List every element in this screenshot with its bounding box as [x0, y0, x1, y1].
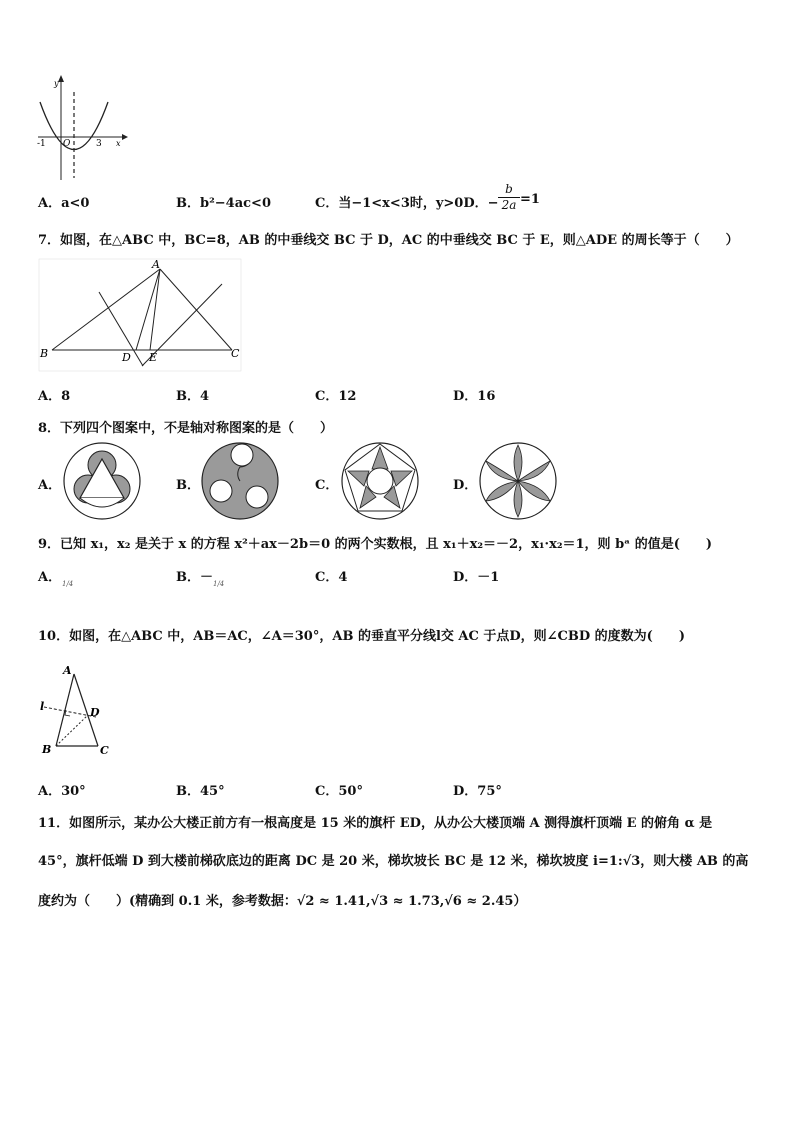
graph-three-label: 3	[96, 139, 102, 149]
q9-option-a-frac: 1/4	[62, 580, 74, 588]
q8-pattern-b	[200, 441, 280, 521]
q6-option-b[interactable]: B．b²−4ac<0	[176, 196, 271, 211]
q8-pattern-a	[62, 441, 142, 521]
graph-y-label: y	[54, 79, 59, 88]
q11-line-1: 11．如图所示，某办公大楼正前方有一根高度是 15 米的旗杆 ED，从办公大楼顶端 A 测得旗杆顶端 E 的俯角 α 是	[38, 816, 713, 831]
q10-stem: 10．如图，在△ABC 中，AB＝AC，∠A＝30°，AB 的垂直平分线l交 AC 于点D，则∠CBD 的度数为( )	[38, 629, 685, 644]
q10-option-a[interactable]: A．30°	[38, 784, 86, 799]
q7-label-e: E	[149, 351, 158, 364]
q9-option-b-frac: 1/4	[213, 580, 225, 588]
q10-label-l: l	[40, 700, 45, 713]
parabola-graph	[34, 72, 130, 182]
graph-neg1-label: -1	[37, 139, 46, 149]
graph-origin-label: O	[63, 139, 71, 149]
q9-option-c[interactable]: C．4	[315, 570, 348, 585]
q7-stem: 7．如图，在△ABC 中，BC=8，AB 的中垂线交 BC 于 D，AC 的中垂线交 BC 于 E，则△ADE 的周长等于（ ）	[38, 233, 739, 248]
q7-option-b[interactable]: B．4	[176, 389, 210, 404]
q8-option-d[interactable]: D．	[453, 478, 478, 493]
q11-line-2: 45°，旗杆低端 D 到大楼前梯砍底边的距离 DC 是 20 米，梯坎坡长 BC 是 12 米，梯坎坡度 i=1:√3，则大楼 AB 的高	[38, 854, 749, 869]
q10-option-c[interactable]: C．50°	[315, 784, 363, 799]
q9-option-d[interactable]: D．－1	[453, 570, 500, 585]
q7-label-c: C	[231, 347, 240, 360]
q7-option-c[interactable]: C．12	[315, 389, 357, 404]
q7-label-d: D	[122, 351, 131, 364]
q8-option-c[interactable]: C．	[315, 478, 339, 493]
q11-line-3: 度约为（ ）(精确到 0.1 米，参考数据：√2 ≈ 1.41,√3 ≈ 1.73,√6 ≈ 2.45）	[38, 894, 527, 909]
q8-pattern-d	[478, 441, 558, 521]
q6-option-d-tail: =1	[520, 192, 540, 207]
q9-option-b[interactable]: B．－	[176, 570, 213, 585]
q6-frac-num: b	[505, 182, 513, 196]
q10-label-c: C	[100, 744, 109, 757]
q8-stem: 8．下列四个图案中，不是轴对称图案的是（ ）	[38, 421, 334, 436]
q10-label-d: D	[90, 706, 100, 719]
q7-option-d[interactable]: D．16	[453, 389, 496, 404]
q9-option-a[interactable]: A．	[38, 570, 62, 585]
q7-option-a[interactable]: A．8	[38, 389, 71, 404]
q8-option-a[interactable]: A．	[38, 478, 62, 493]
q10-triangle-figure	[36, 660, 126, 760]
q10-option-b[interactable]: B．45°	[176, 784, 225, 799]
q10-option-d[interactable]: D．75°	[453, 784, 502, 799]
q8-pattern-c	[340, 441, 420, 521]
q8-option-b[interactable]: B．	[176, 478, 200, 493]
q10-label-a: A	[63, 664, 72, 677]
q10-label-b: B	[42, 743, 52, 756]
graph-x-label: x	[116, 139, 121, 148]
q6-option-c-d[interactable]: C．当−1<x<3时，y>0D．−	[315, 196, 499, 211]
q6-frac-den: 2a	[498, 197, 520, 212]
q7-label-b: B	[40, 347, 49, 360]
q6-option-a[interactable]: A．a<0	[38, 196, 90, 211]
q9-stem: 9．已知 x₁，x₂ 是关于 x 的方程 x²＋ax－2b＝0 的两个实数根，且 x₁＋x₂＝－2，x₁·x₂＝1，则 bᵃ 的值是( )	[38, 537, 713, 552]
q7-label-a: A	[152, 258, 160, 271]
q7-triangle-figure	[36, 256, 244, 374]
q6-fraction	[498, 182, 520, 212]
